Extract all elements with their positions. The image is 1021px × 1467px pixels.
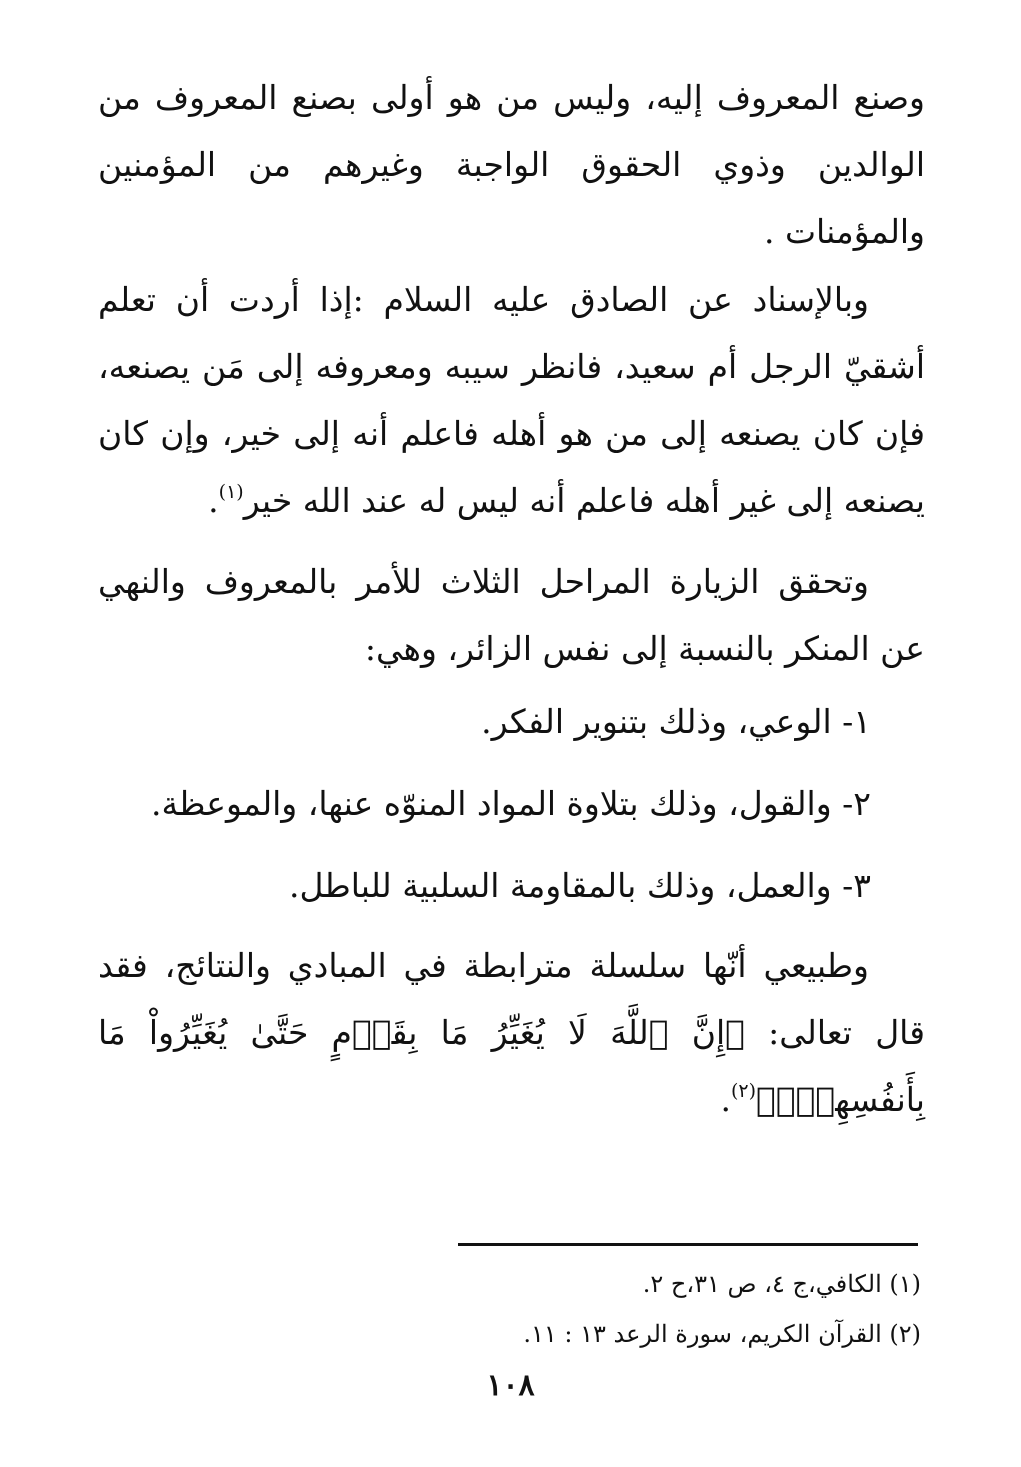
footnote-divider	[458, 1243, 918, 1246]
paragraph-4-text: وطبيعي أنّها سلسلة مترابطة في المبادي والنتائج، فقد قال تعالى:	[98, 946, 925, 1052]
paragraph-2-text: وبالإسناد عن الصادق عليه السلام :إذا أردت أن تعلم أشقيّ الرجل أم سعيد، فانظر سيبه ومعروفه إلى مَن يصنعه، فإن كان يصنعه إلى من هو أهله فاعلم أنه إلى خير، وإن كان يصنعه إلى غير أهله فاعلم أنه ليس له عند الله خير	[98, 280, 925, 520]
paragraph-2-end: .	[208, 481, 219, 520]
paragraph-4	[98, 932, 925, 1133]
quran-quote: ﴿إِنَّ ٱللَّهَ لَا يُغَيِّرُ مَا بِقَوۡمٍ حَتَّىٰ يُغَيِّرُواْ مَا بِأَنفُسِهِمۡۗ﴾	[98, 1013, 925, 1119]
list-item-3: ٣- والعمل، وذلك بالمقاومة السلبية للباطل.	[289, 866, 871, 905]
paragraph-2	[98, 266, 925, 534]
paragraph-1-text: وصنع المعروف إليه، وليس من هو أولى بصنع المعروف من الوالدين وذوي الحقوق الواجبة وغيرهم من المؤمنين والمؤمنات .	[98, 78, 925, 251]
footnote-ref-2: (٢)	[730, 1080, 757, 1102]
paragraph-1	[98, 64, 925, 265]
footnote-1: (١) الكافي،ج ٤، ص ٣١،ح ٢.	[642, 1270, 921, 1298]
list-item-1: ١- الوعي، وذلك بتنوير الفكر.	[481, 702, 871, 741]
footnote-ref-1: (١)	[218, 481, 244, 503]
paragraph-4-end: .	[720, 1080, 731, 1119]
paragraph-3	[98, 548, 925, 682]
list-item-2: ٢- والقول، وذلك بتلاوة المواد المنوّه عنها، والموعظة.	[151, 784, 871, 823]
footnote-2: (٢) القرآن الكريم، سورة الرعد ١٣ : ١١.	[523, 1320, 921, 1348]
paragraph-3-text: وتحقق الزيارة المراحل الثلاث للأمر بالمعروف والنهي عن المنكر بالنسبة إلى نفس الزائر، وهي:	[98, 562, 925, 668]
page-number: ١٠٨	[486, 1368, 535, 1403]
